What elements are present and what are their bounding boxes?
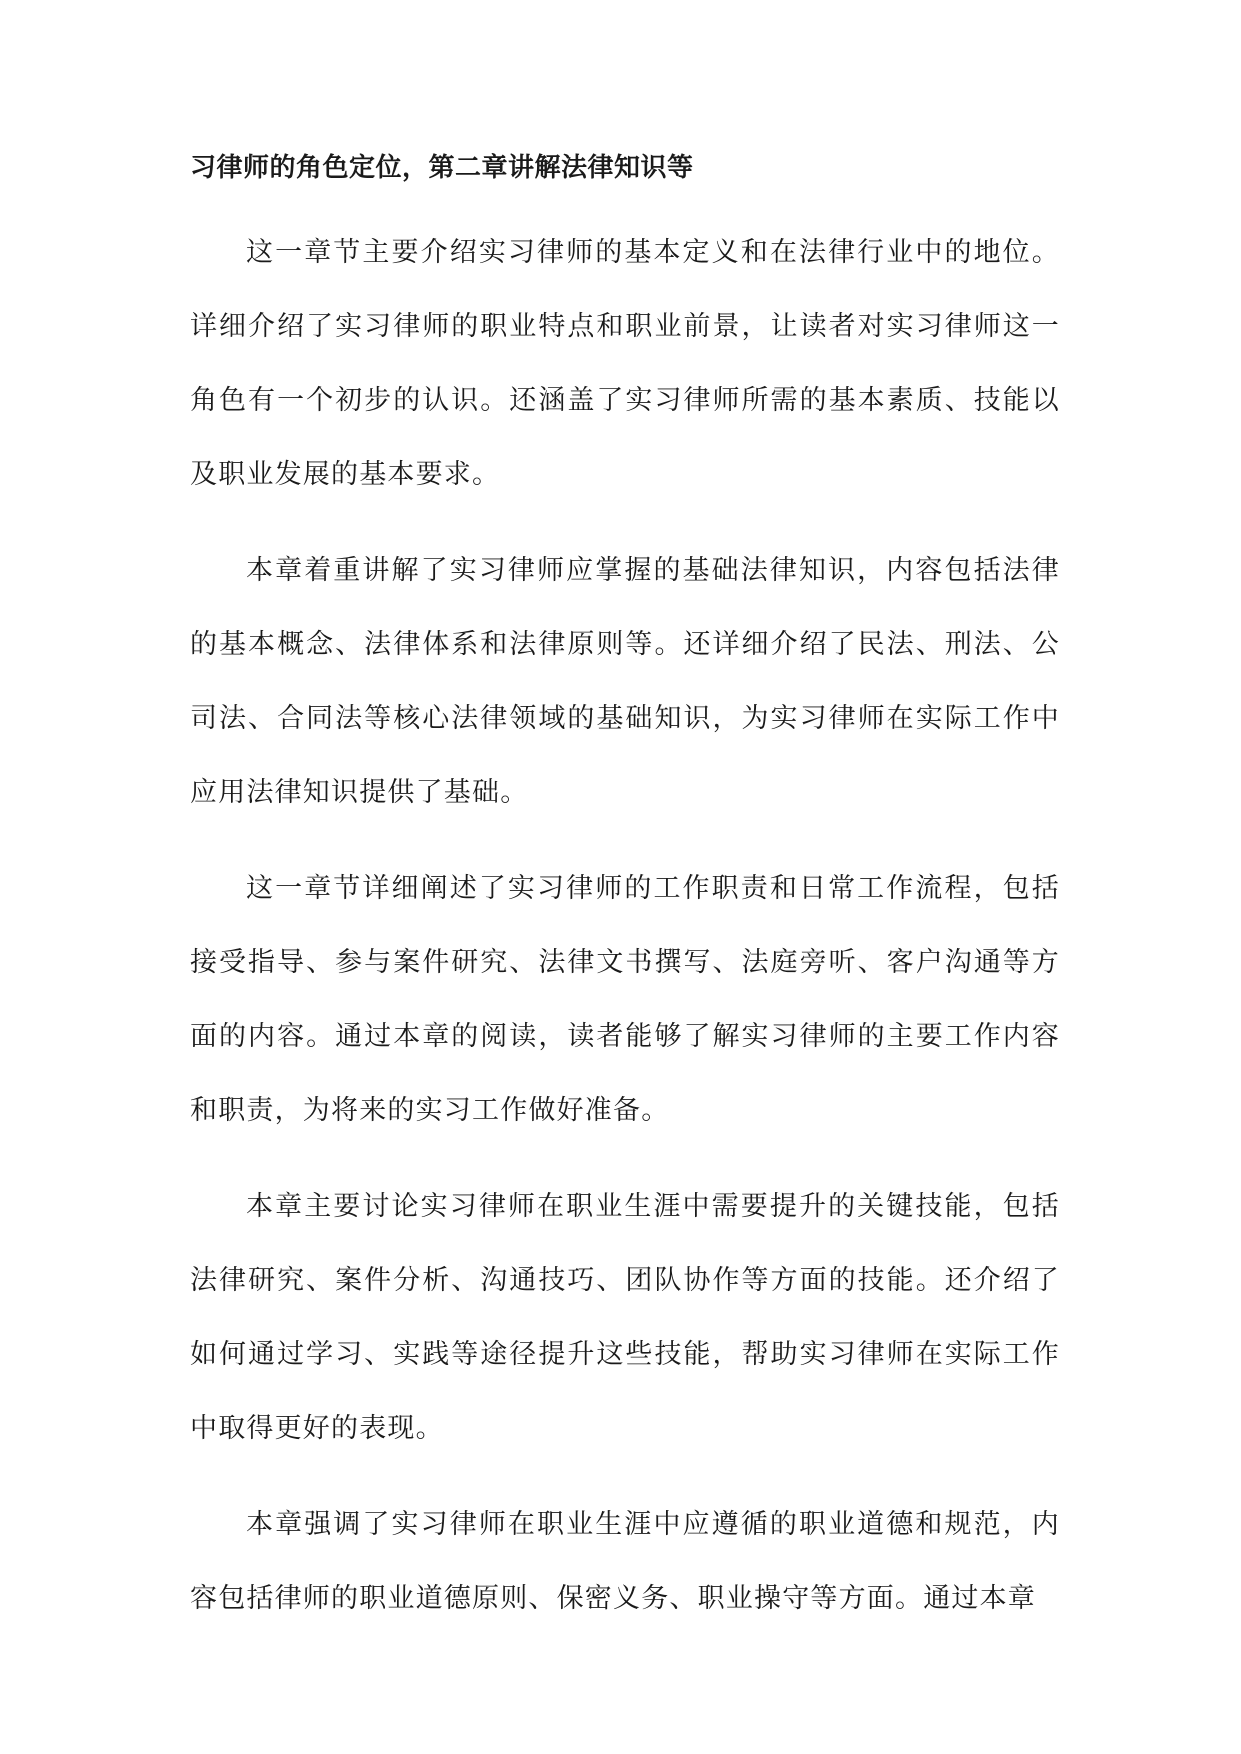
paragraph-legal-knowledge: 本章着重讲解了实习律师应掌握的基础法律知识，内容包括法律的基本概念、法律体系和法律原则等。还详细介绍了民法、刑法、公司法、合同法等核心法律领域的基础知识，为实习律师在实际工作中应用法律知识提供了基础。	[190, 555, 1060, 808]
paragraph-key-skills: 本章主要讨论实习律师在职业生涯中需要提升的关键技能，包括法律研究、案件分析、沟通技巧、团队协作等方面的技能。还介绍了如何通过学习、实践等途径提升这些技能，帮助实习律师在实际工作中取得更好的表现。	[190, 1191, 1060, 1444]
paragraph-intro-role: 这一章节主要介绍实习律师的基本定义和在法律行业中的地位。详细介绍了实习律师的职业特点和职业前景，让读者对实习律师这一角色有一个初步的认识。还涵盖了实习律师所需的基本素质、技能以及职业发展的基本要求。	[190, 237, 1060, 490]
paragraph-professional-ethics: 本章强调了实习律师在职业生涯中应遵循的职业道德和规范，内容包括律师的职业道德原则、保密义务、职业操守等方面。通过本章	[190, 1509, 1060, 1614]
section-heading: 习律师的角色定位，第二章讲解法律知识等	[190, 153, 694, 183]
paragraph-duties-workflow: 这一章节详细阐述了实习律师的工作职责和日常工作流程，包括接受指导、参与案件研究、法律文书撰写、法庭旁听、客户沟通等方面的内容。通过本章的阅读，读者能够了解实习律师的主要工作内容和职责，为将来的实习工作做好准备。	[190, 873, 1060, 1126]
document-body	[190, 142, 1060, 1636]
